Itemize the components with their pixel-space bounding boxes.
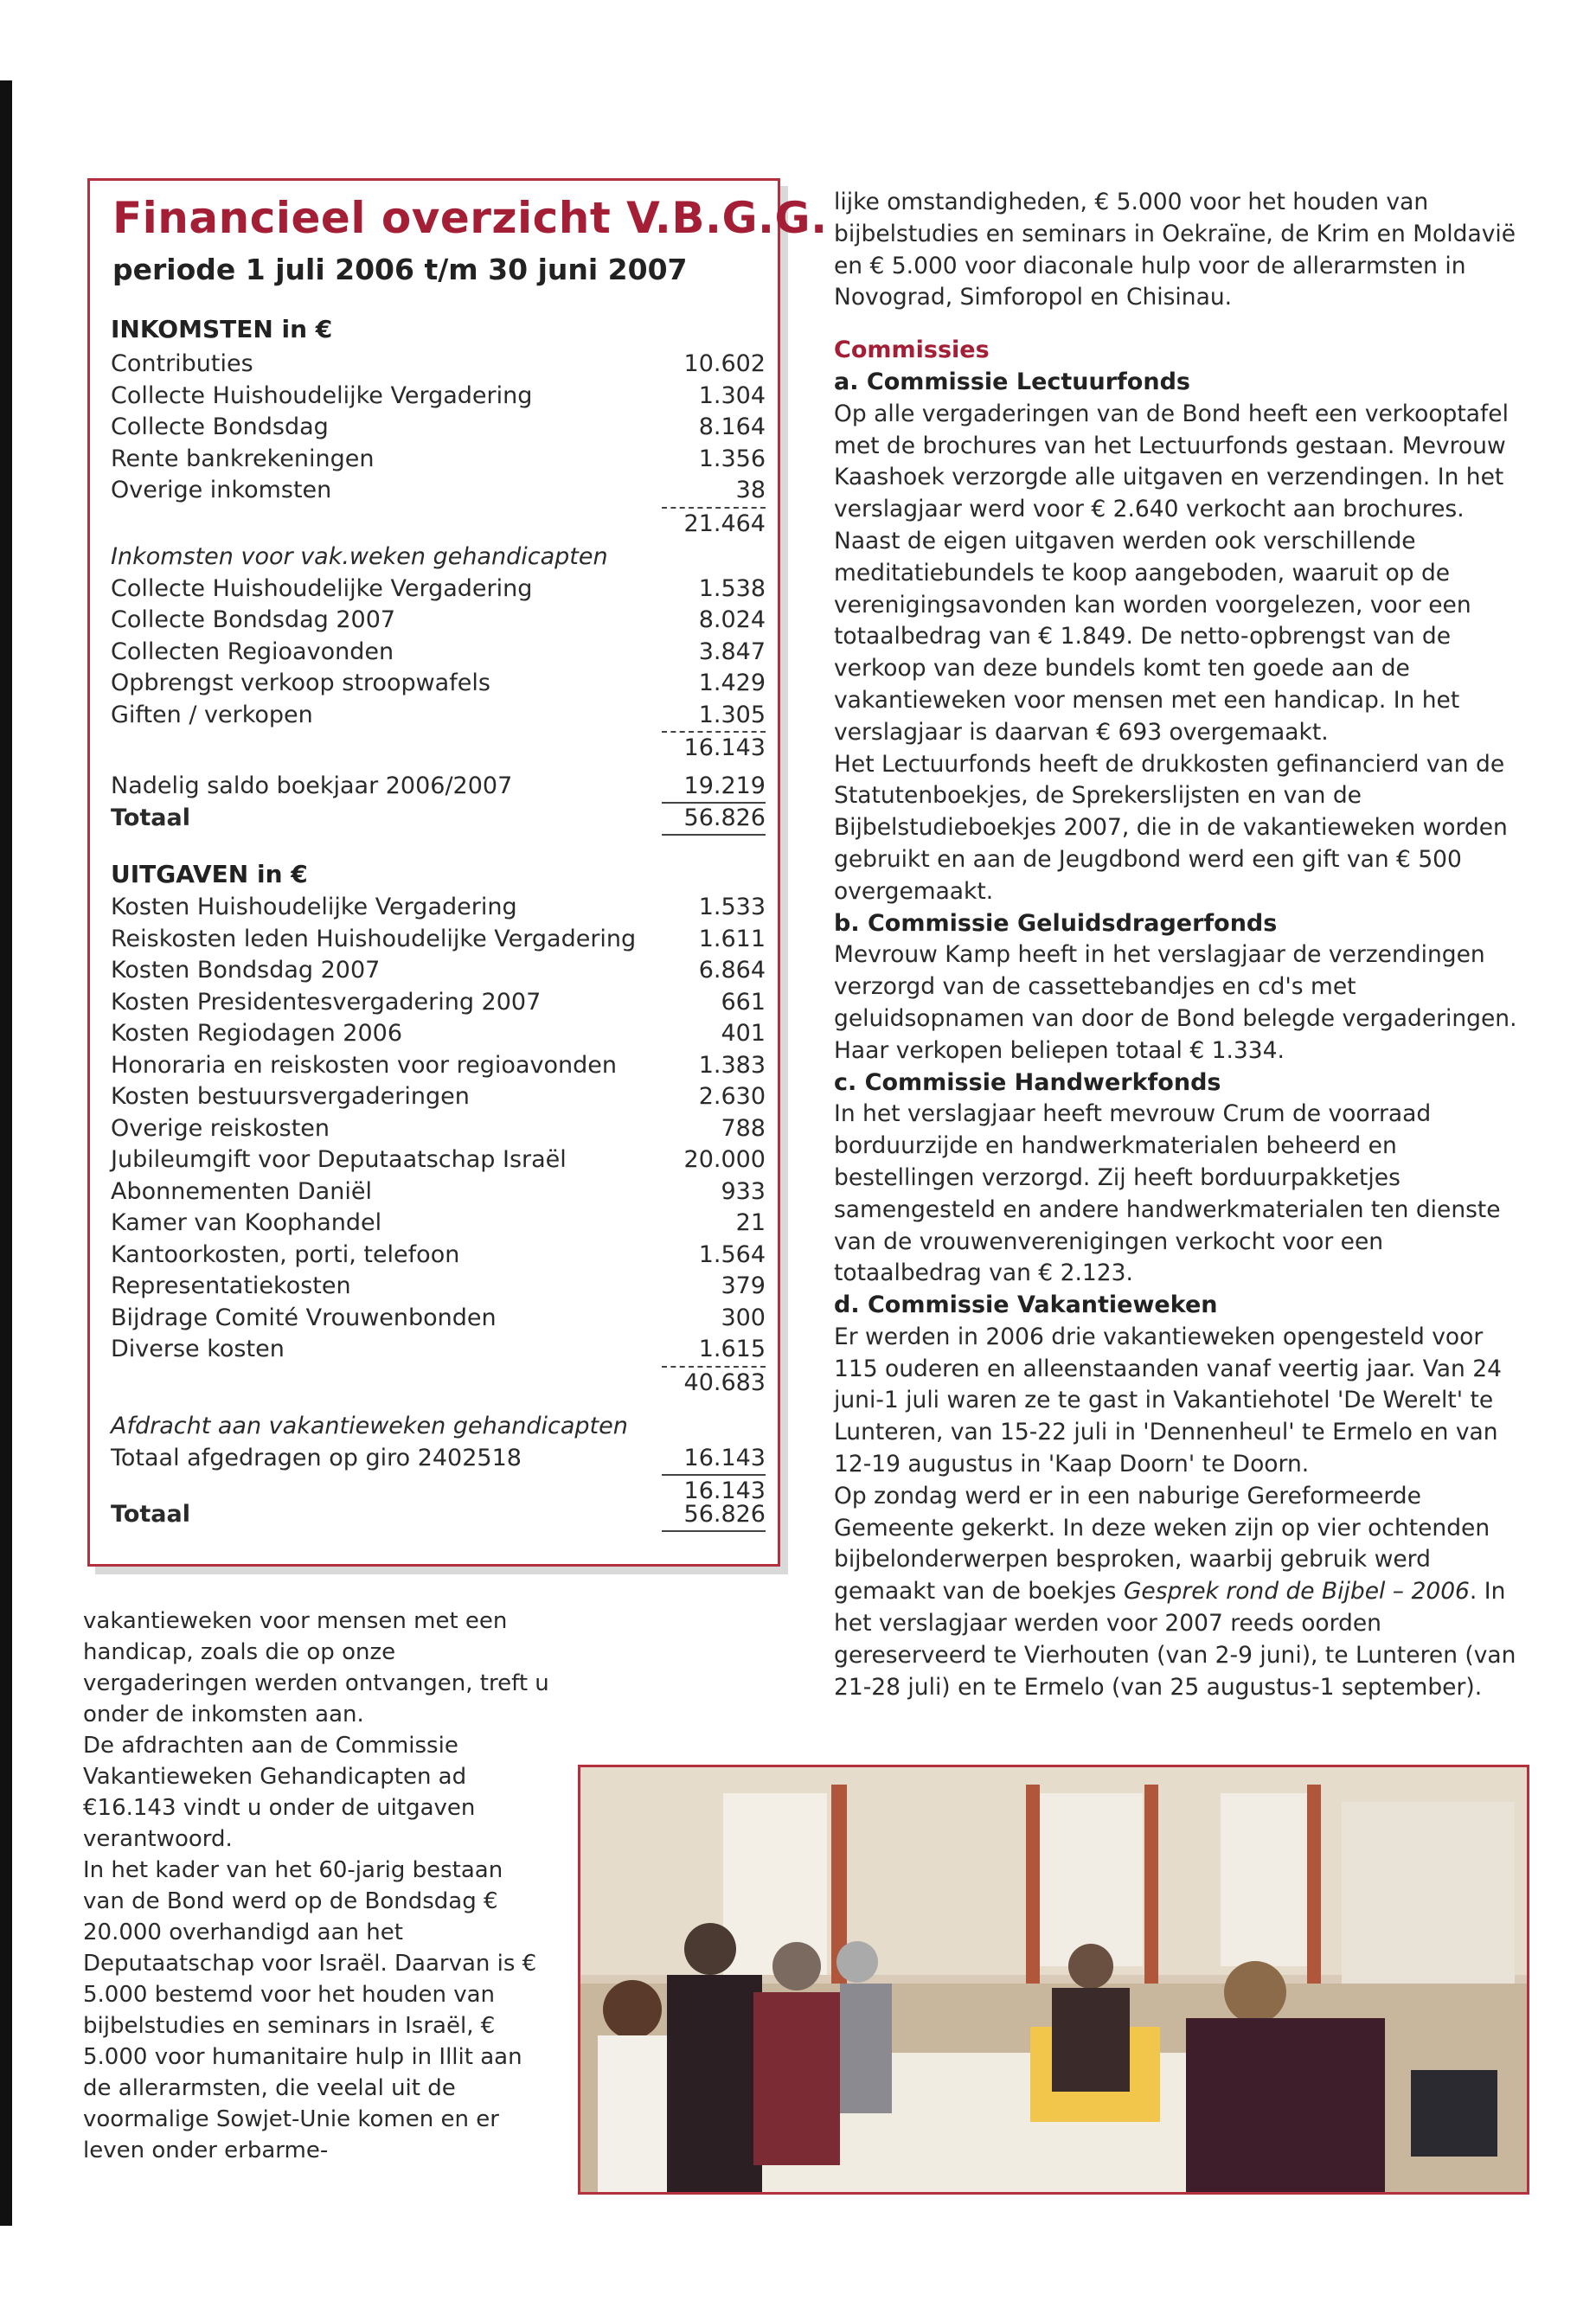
ledger-value: 1.538 [698, 574, 766, 602]
deficit-value: 19.219 [662, 771, 766, 804]
ledger-value: 788 [721, 1114, 766, 1142]
ledger-row [111, 1303, 766, 1335]
ledger-value: 1.533 [698, 894, 766, 920]
ledger-row [111, 1334, 766, 1366]
ledger-row [111, 955, 766, 987]
ledger-row [111, 412, 766, 444]
vak-income-heading [111, 542, 766, 574]
left-paragraph-2: De afdrachten aan de Commissie Vakantieweken Gehandicapten ad €16.143 vindt u onder de uitgaven verantwoord. [83, 1733, 476, 1852]
ledger-row [111, 605, 766, 637]
ledger-label: Kamer van Koophandel [111, 1209, 382, 1236]
deficit-block [111, 771, 766, 834]
commissies-heading: Commissies [834, 336, 990, 364]
ledger-value: 10.602 [683, 350, 766, 377]
ledger-value: 8.024 [698, 606, 766, 633]
vak-income-list [111, 542, 766, 763]
ledger-value: 379 [721, 1272, 766, 1299]
commission-c-heading: c. Commissie Handwerkfonds [834, 1068, 1221, 1096]
ledger-label: Representatiekosten [111, 1272, 351, 1299]
financial-period: periode 1 juli 2006 t/m 30 juni 2007 [112, 253, 688, 286]
commission-d-text-2a: Op zondag werd er in een naburige Gereformeerde Gemeente gekerkt. In deze weken zijn op vier ochtenden bijbelonderwerpen besproken, waarbij gebruik werd gemaakt van de boekjes [834, 1482, 1490, 1606]
ledger-label: Inkomsten voor vak.weken gehandicapten [111, 543, 608, 570]
ledger-label: Afdracht aan vakantieweken gehandicapten [111, 1413, 628, 1439]
income-subtotal-row [111, 507, 766, 539]
ledger-value: 2.630 [698, 1083, 766, 1110]
commission-b-heading: b. Commissie Geluidsdragerfonds [834, 909, 1278, 937]
ledger-value: 3.847 [698, 638, 766, 665]
vak-subtotal-row [111, 731, 766, 763]
total-income-row [111, 803, 766, 835]
ledger-value: 38 [735, 477, 766, 503]
ledger-label: Jubileumgift voor Deputaatschap Israël [111, 1146, 567, 1173]
financial-title: Financieel overzicht V.B.G.G. [112, 193, 828, 243]
ledger-label: Collecten Regioavonden [111, 638, 394, 665]
ledger-label: Abonnementen Daniël [111, 1177, 372, 1205]
ledger-label: Overige reiskosten [111, 1114, 330, 1142]
commission-d-text-2b: . In het verslagjaar werden voor 2007 reeds oorden gereserveerd te Vierhouten (van 2-9 juni), te Lunteren (van 21-28 juli) en te Ermelo (van 25 augustus-1 september). [834, 1578, 1516, 1701]
right-column [834, 187, 1526, 1703]
meeting-photo-illustration [580, 1767, 1527, 2192]
ledger-label: Rente bankrekeningen [111, 445, 375, 472]
total-expense-block [111, 1499, 766, 1531]
ledger-value: 300 [721, 1304, 766, 1331]
income-subtotal: 21.464 [662, 507, 766, 540]
expense-subtotal: 40.683 [662, 1366, 766, 1399]
ledger-value: 1.429 [698, 670, 766, 696]
ledger-label: Giften / verkopen [111, 701, 313, 728]
ledger-label: Bijdrage Comité Vrouwenbonden [111, 1304, 497, 1331]
ledger-row [111, 349, 766, 381]
ledger-value: 20.000 [683, 1146, 766, 1173]
financial-overview-box [87, 178, 828, 1567]
ledger-row [111, 1050, 766, 1082]
ledger-label: Kantoorkosten, porti, telefoon [111, 1240, 460, 1268]
expense-heading: UITGAVEN in € [111, 860, 308, 888]
ledger-row [111, 475, 766, 507]
ledger-value: 1.304 [698, 381, 766, 409]
ledger-label: Kosten bestuursvergaderingen [111, 1083, 470, 1110]
ledger-value: 8.164 [698, 413, 766, 440]
ledger-label: Collecte Bondsdag 2007 [111, 606, 396, 633]
ledger-label: Kosten Huishoudelijke Vergadering [111, 894, 517, 920]
total-expense-value: 56.826 [662, 1499, 766, 1532]
commission-d-text: Er werden in 2006 drie vakantieweken opengesteld voor 115 ouderen en alleenstaanden vanaf veertig jaar. Van 24 juni-1 juli waren ze te gast in Vakantiehotel 'De Werelt' te Lunteren, van 15-22 juli in 'Dennenheul' te Ermelo en van 12-19 augustus in 'Kaap Doorn' te Doorn. [834, 1323, 1502, 1478]
intro-paragraph: lijke omstandigheden, € 5.000 voor het houden van bijbelstudies en seminars in Oekraïne, de Krim en Moldavië en € 5.000 voor diaconale hulp voor de allerarmsten in Novograd, Simforopol en Chisinau. [834, 189, 1516, 311]
commission-c-text: In het verslagjaar heeft mevrouw Crum de voorraad borduurzijde en handwerkmaterialen beheerd en bestellingen verzorgd. Zij heeft borduurpakketjes samengesteld en andere handwerkmaterialen ten dienste van de vrouwenverenigingen verkocht voor een totaalbedrag van € 2.123. [834, 1100, 1501, 1287]
ledger-label: Contributies [111, 350, 253, 377]
ledger-value: 1.611 [698, 925, 766, 952]
expense-list [111, 892, 766, 1397]
afdracht-subtotal: 16.143 [662, 1474, 766, 1507]
meeting-photo [578, 1765, 1529, 2195]
ledger-label: Collecte Huishoudelijke Vergadering [111, 381, 533, 409]
ledger-row [111, 700, 766, 732]
ledger-label: Honoraria en reiskosten voor regioavonden [111, 1051, 617, 1079]
total-expense-row [111, 1499, 766, 1531]
ledger-label: Reiskosten leden Huishoudelijke Vergadering [111, 925, 637, 952]
ledger-row [111, 1081, 766, 1113]
vak-subtotal: 16.143 [662, 731, 766, 764]
ledger-value: 1.615 [698, 1336, 766, 1362]
afdracht-row [111, 1443, 766, 1475]
ledger-value: 6.864 [698, 957, 766, 984]
ledger-value: 401 [721, 1020, 766, 1047]
ledger-row [111, 1208, 766, 1240]
ledger-row [111, 668, 766, 700]
total-income-label: Totaal [111, 804, 190, 831]
ledger-label: Kosten Presidentesvergadering 2007 [111, 988, 542, 1016]
ledger-row [111, 1018, 766, 1050]
total-income-value: 56.826 [662, 803, 766, 836]
ledger-row [111, 637, 766, 669]
ledger-row [111, 1113, 766, 1145]
commission-a-text-2: Het Lectuurfonds heeft de drukkosten gefinancierd van de Statutenboekjes, de Sprekerslijsten en van de Bijbelstudieboekjes 2007, die in de vakantieweken worden gebruikt en aan de Jeugdbond werd een gift van € 500 overgemaakt. [834, 750, 1508, 905]
ledger-value: 933 [721, 1177, 766, 1205]
ledger-label: Kosten Bondsdag 2007 [111, 957, 381, 984]
ledger-value: 1.305 [698, 701, 766, 728]
income-heading: INKOMSTEN in € [111, 315, 333, 343]
ledger-row [111, 1271, 766, 1303]
afdracht-block [111, 1411, 766, 1506]
ledger-label: Kosten Regiodagen 2006 [111, 1020, 402, 1047]
ledger-value: 1.383 [698, 1051, 766, 1079]
ledger-row [111, 1144, 766, 1176]
ledger-label: Collecte Huishoudelijke Vergadering [111, 574, 533, 602]
ledger-row [111, 381, 766, 413]
commission-d-heading: d. Commissie Vakantieweken [834, 1292, 1218, 1319]
ledger-label: Overige inkomsten [111, 477, 332, 503]
ledger-row [111, 1176, 766, 1208]
ledger-label: Diverse kosten [111, 1336, 285, 1362]
left-paragraph-1: vakantieweken voor mensen met een handicap, zoals die op onze vergaderingen werden ontvangen, treft u onder de inkomsten aan. [83, 1608, 549, 1727]
ledger-row [111, 444, 766, 476]
commission-d-text-2 [834, 1481, 1526, 1704]
commission-b-text: Mevrouw Kamp heeft in het verslagjaar de verzendingen verzorgd van de cassettebandjes en cd's met geluidsopnamen van door de Bond belegde vergaderingen. Haar verkopen beliepen totaal € 1.334. [834, 941, 1517, 1064]
income-list [111, 349, 766, 538]
ledger-label: Opbrengst verkoop stroopwafels [111, 670, 490, 696]
ledger-row [111, 574, 766, 606]
ledger-value: 21 [735, 1209, 766, 1236]
commission-a-heading: a. Commissie Lectuurfonds [834, 368, 1190, 395]
expense-subtotal-row [111, 1366, 766, 1398]
commission-a-text: Op alle vergaderingen van de Bond heeft een verkooptafel met de brochures van het Lectuurfonds gestaan. Mevrouw Kaashoek verzorgde alle uitgaven en verzendingen. In het verslagjaar werd voor € 2.640 verkocht aan brochures. Naast de eigen uitgaven werden ook verschillende meditatiebundels te koop aangeboden, waaruit op de verenigingsavonden kan worden voorgelezen, voor een totaalbedrag van € 1.849. De netto-opbrengst van de verkoop van deze bundels komt ten goede aan de vakantieweken voor mensen met een handicap. In het verslagjaar is daarvan € 693 overgemaakt. [834, 400, 1509, 746]
left-column [83, 1606, 550, 2166]
ledger-value: 1.356 [698, 445, 766, 472]
ledger-row [111, 1240, 766, 1272]
afdracht-heading [111, 1411, 766, 1443]
ledger-value: 661 [721, 988, 766, 1016]
ledger-label: Totaal afgedragen op giro 2402518 [111, 1444, 522, 1471]
page-edge-bar [0, 80, 12, 2226]
deficit-label: Nadelig saldo boekjaar 2006/2007 [111, 772, 513, 799]
total-expense-label: Totaal [111, 1501, 190, 1528]
ledger-row [111, 892, 766, 924]
deficit-row [111, 771, 766, 803]
ledger-value: 1.564 [698, 1240, 766, 1268]
ledger-value: 16.143 [662, 1443, 766, 1476]
booklet-title: Gesprek rond de Bijbel – 2006 [1123, 1578, 1470, 1606]
ledger-row [111, 924, 766, 956]
ledger-row [111, 987, 766, 1019]
left-paragraph-3: In het kader van het 60-jarig bestaan van de Bond werd op de Bondsdag € 20.000 overhandigd aan het Deputaatschap voor Israël. Daarvan is € 5.000 bestemd voor het houden van bijbelstudies en seminars in Israël, € 5.000 voor humanitaire hulp in Illit aan de allerarmsten, die veelal uit de voormalige Sowjet-Unie komen en er leven onder erbarme- [83, 1857, 537, 2163]
ledger-label: Collecte Bondsdag [111, 413, 329, 440]
